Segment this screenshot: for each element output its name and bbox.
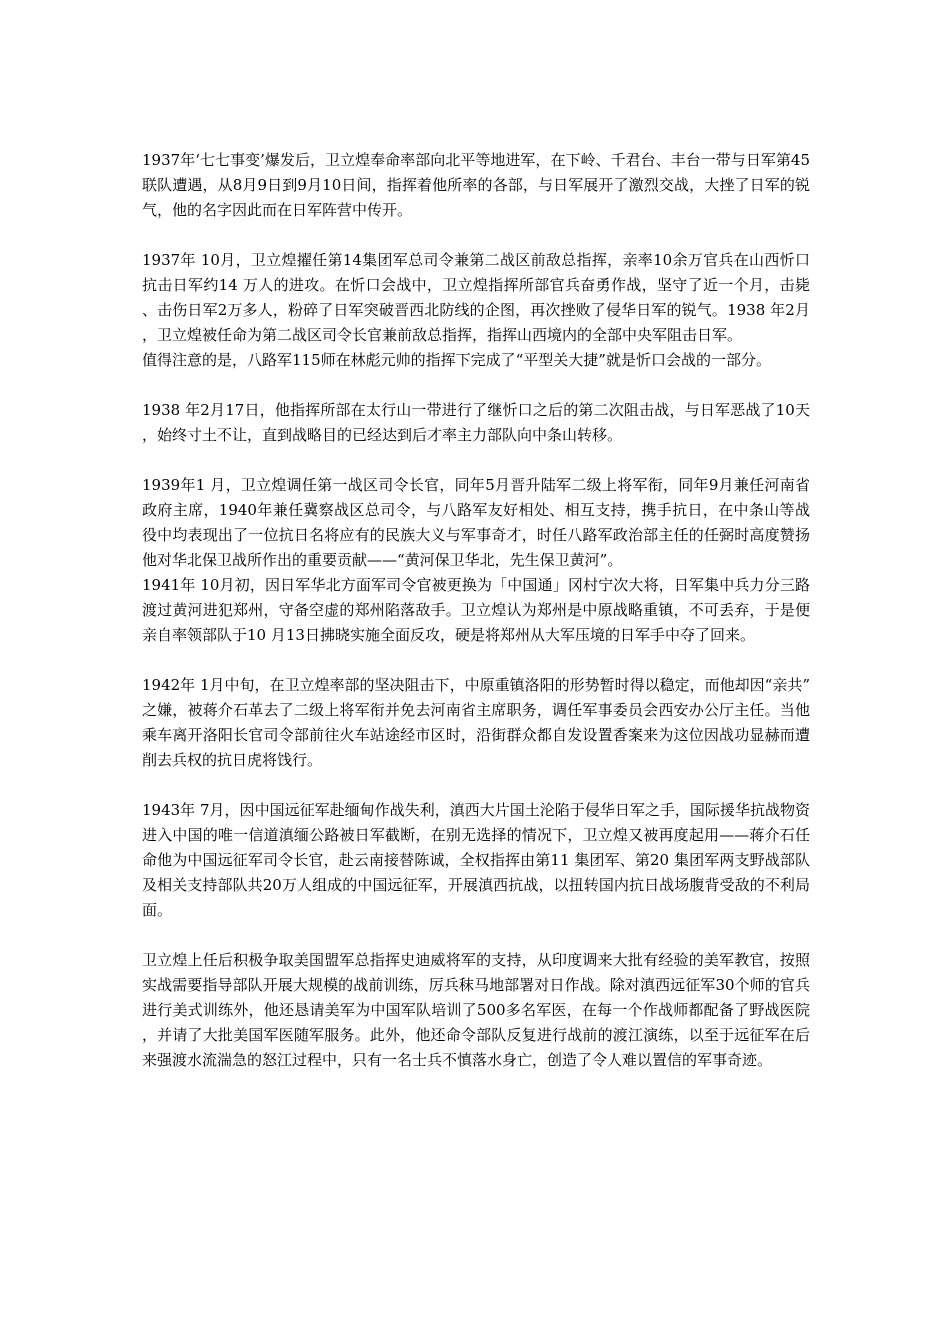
paragraph-1943-july: 1943年 7月，因中国远征军赴缅甸作战失利，滇西大片国土沦陷于侵华日军之手，国际援华抗战物资进入中国的唯一信道滇缅公路被日军截断，在别无选择的情况下，卫立煌又被再度起用——蒋介石任命他为中国远征军司令长官，赴云南接替陈诚，全权指挥由第11 集团军、第20 集团军两支野战部队及相关支持部队共20万人组成的中国远征军，开展滇西抗战，以扭转国内抗日战场腹背受敌的不利局面。 [142, 801, 810, 919]
paragraph-1942-january: 1942年 1月中旬，在卫立煌率部的坚决阻击下，中原重镇洛阳的形势暂时得以稳定，而他却因“亲共”之嫌，被蒋介石革去了二级上将军衔并免去河南省主席职务，调任军事委员会西安办公厅主任。当他乘车离开洛阳长官司令部前往火车站途经市区时，沿街群众都自发设置香案来为这位因战功显赫而遭削去兵权的抗日虎将饯行。 [142, 676, 810, 769]
paragraph-pingxingguan: 值得注意的是，八路军115师在林彪元帅的指挥下完成了“平型关大捷”就是忻口会战的一部分。 [142, 351, 771, 369]
paragraph-1937-october: 1937年 10月，卫立煌擢任第14集团军总司令兼第二战区前敌总指挥，亲率10余万官兵在山西忻口抗击日军约14 万人的进攻。在忻口会战中，卫立煌指挥所部官兵奋勇作战，坚守了近一个月，击毙、击伤日军2万多人，粉碎了日军突破晋西北防线的企图，再次挫败了侵华日军的锐气。1938 年2月，卫立煌被任命为第二战区司令长官兼前敌总指挥，指挥山西境内的全部中央军阻击日军。 [142, 251, 810, 344]
paragraph-1941-october: 1941年 10月初，因日军华北方面军司令官被更换为「中国通」冈村宁次大将，日军集中兵力分三路渡过黄河进犯郑州，守备空虚的郑州陷落敌手。卫立煌认为郑州是中原战略重镇，不可丢弃，于是便亲自率领部队于10 月13日拂晓实施全面反攻，硬是将郑州从大军压境的日军手中夺了回来。 [142, 576, 810, 644]
document-page [142, 148, 810, 1073]
paragraph-stilwell-support: 卫立煌上任后积极争取美国盟军总指挥史迪威将军的支持，从印度调来大批有经验的美军教官，按照实战需要指导部队开展大规模的战前训练，厉兵秣马地部署对日作战。除对滇西远征军30个师的官兵进行美式训练外，他还恳请美军为中国军队培训了500多名军医，在每一个作战师都配备了野战医院，并请了大批美国军医随军服务。此外，他还命令部队反复进行战前的渡江演练，以至于远征军在后来强渡水流湍急的怒江过程中，只有一名士兵不慎落水身亡，创造了令人难以置信的军事奇迹。 [142, 951, 810, 1069]
paragraph-1937-july-7: 1937年‘七七事变’爆发后，卫立煌奉命率部向北平等地进军，在下岭、千君台、丰台一带与日军第45联队遭遇，从8月9日到9月10日间，指挥着他所率的各部，与日军展开了激烈交战，大挫了日军的锐气，他的名字因此而在日军阵营中传开。 [142, 151, 810, 219]
paragraph-1938-february: 1938 年2月17日，他指挥所部在太行山一带进行了继忻口之后的第二次阻击战，与日军恶战了10天，始终寸土不让，直到战略目的已经达到后才率主力部队向中条山转移。 [142, 401, 810, 444]
paragraph-1939-january: 1939年1 月，卫立煌调任第一战区司令长官，同年5月晋升陆军二级上将军衔，同年9月兼任河南省政府主席，1940年兼任冀察战区总司令，与八路军友好相处、相互支持，携手抗日，在中条山等战役中均表现出了一位抗日名将应有的民族大义与军事奇才，时任八路军政治部主任的任弼时高度赞扬他对华北保卫战所作出的重要贡献——“黄河保卫华北，先生保卫黄河”。 [142, 476, 810, 569]
